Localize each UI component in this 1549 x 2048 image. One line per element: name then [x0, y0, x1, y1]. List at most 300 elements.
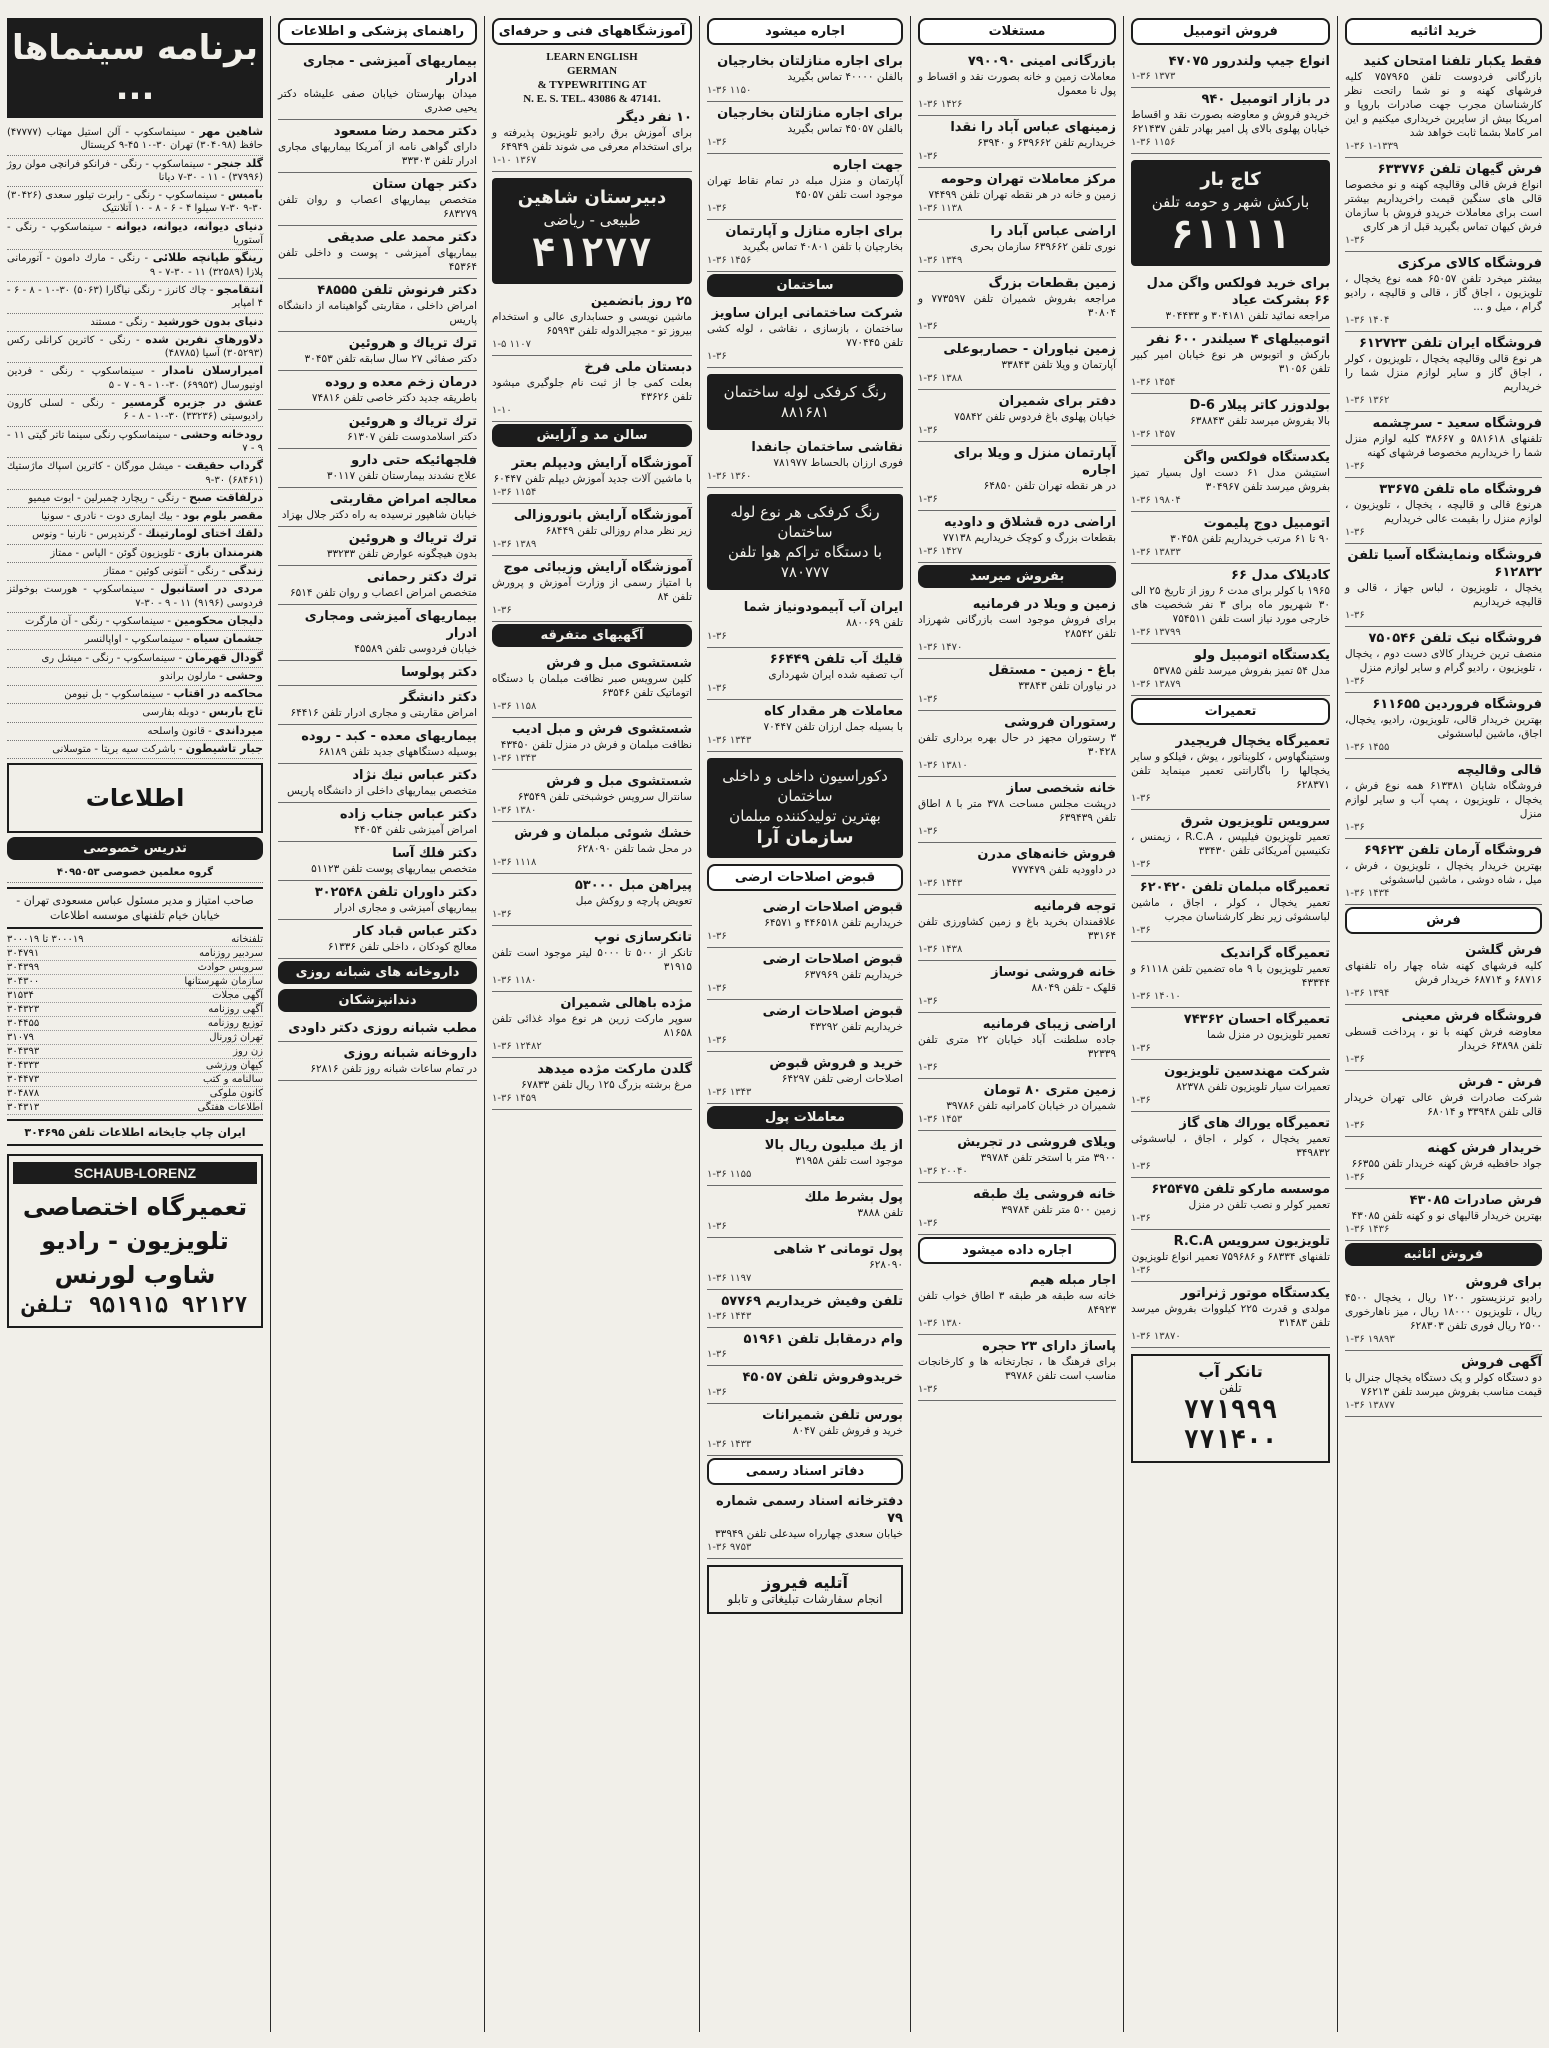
- ad-code: ۱-۳۶ ۱۴۰۴: [1345, 315, 1390, 326]
- phone-directory-row: [7, 1087, 263, 1101]
- phone-directory-row: [7, 1059, 263, 1073]
- film-details: رنگی - لسلی کارون رادیوسیتی (۳۳۲۳۶) ۳۰-۱۰ - ۸ - ۶: [7, 398, 263, 423]
- ad-title: درمان زخم معده و روده: [325, 375, 477, 390]
- ad-title: بیماریهای آمیزشی - مجاری ادرار: [302, 54, 477, 86]
- classified-ad: [1345, 839, 1542, 905]
- ad-code: ۱-۳۶: [707, 203, 727, 214]
- department-phone: ۳۱۰۷۹: [7, 1031, 34, 1043]
- ad-title: شرکت مهندسین تلویزیون: [1164, 1064, 1330, 1079]
- ad-box-compressor: [707, 494, 903, 590]
- ad-body: برای آموزش برق رادیو تلویزیون پذیرفته و برای استخدام معرفی می شوند تلفن ۶۴۹۴۹: [492, 127, 692, 153]
- ad-code: ۱-۳۶ ۱۴۵۶: [707, 255, 752, 266]
- box-subtitle: طبیعی - ریاضی: [543, 211, 641, 229]
- ad-body: علاقمندان بخرید باغ و زمین کشاورزی تلفن ۳۳۱۶۴: [918, 916, 1116, 942]
- ad-code: ۱-۳۶ ۱۴۵۷: [1131, 429, 1176, 440]
- ad-body: متخصص بیماریهای اعصاب و روان تلفن ۶۸۳۲۷۹: [278, 194, 477, 220]
- classified-ad: [278, 566, 477, 605]
- ad-title: موسسه مارکو تلفن ۶۲۵۴۷۵: [1151, 1182, 1330, 1197]
- ad-body: فوری ارزان بالحساط ۷۸۱۹۷۷: [773, 457, 903, 469]
- ad-title: یکدستگاه موتور ژنراتور: [1180, 1286, 1330, 1301]
- ad-body: امراض مقاربتی و مجاری ادرار تلفن ۶۴۴۱۶: [290, 707, 477, 719]
- ad-title: آپارتمان منزل و ویلا برای اجاره: [953, 446, 1116, 478]
- ad-code: ۱-۳۶: [707, 631, 727, 642]
- ad-title: تلفن وفیش خریداریم ۵۷۷۶۹: [721, 1294, 903, 1309]
- ad-body: علاج نشدند بیمارستان تلفن ۳۰۱۱۷: [326, 470, 477, 482]
- cinema-listing: عشق در جزیره گرمسیر - رنگی - لسلی کارون رادیوسیتی (۳۳۲۳۶) ۳۰-۱۰ - ۸ - ۶: [7, 395, 263, 427]
- ad-code: ۱-۳۶ ۱۱۹۷: [707, 1273, 752, 1284]
- ad-title: توجه فرمانیه: [1033, 899, 1116, 914]
- film-details: سینماسکوپ - رنگی - آن مارگرت: [24, 615, 165, 627]
- ad-title: فروش خانه‌های مدرن: [977, 847, 1116, 862]
- ad-title: فروشگاه کالای مرکزی: [1397, 256, 1542, 271]
- cinema-listing: دلیجان محکومین - سینماسکوپ - رنگی - آن مارگرت: [7, 613, 263, 631]
- cinema-listing: تاج باربس - دوبله بفارسی: [7, 704, 263, 722]
- section-header: معاملات پول: [707, 1106, 903, 1129]
- classified-ad: [918, 1079, 1116, 1131]
- ad-body: تعمیرات سیار تلویزیون تلفن ۸۲۳۷۸: [1176, 1081, 1330, 1093]
- section-header: بفروش میرسد: [918, 565, 1116, 588]
- film-title: دنیای بدون خورشید: [157, 314, 263, 328]
- ad-body: شمیران در خیابان کامرانیه تلفن ۳۹۷۸۶: [946, 1100, 1116, 1112]
- ad-code: ۱-۳۶: [1131, 1161, 1151, 1172]
- classified-ad: [707, 1328, 903, 1366]
- ad-title: خریدوفروش تلفن ۴۵۰۵۷: [742, 1370, 903, 1385]
- section-header: دندانپزشکان: [278, 989, 477, 1012]
- film-details: تلویزیون گوئن - الیاس - ممتاز: [50, 547, 175, 559]
- department-label: کانون ملوکی: [209, 1087, 263, 1099]
- classified-ad: [707, 436, 903, 488]
- ad-title: فرش - فرش: [1458, 1075, 1542, 1090]
- classified-ad: [492, 504, 692, 556]
- ad-body: بهترین خریدار قالی، تلویزیون، رادیو، یخچال، اجاق، ماشین لباسشوئی: [1345, 714, 1542, 740]
- ad-body: میدان بهارستان خیابان صفی علیشاه دکتر یحیی صدری: [278, 88, 477, 114]
- film-details: سینماسکوپ - رنگی - آستوریا: [7, 221, 263, 247]
- classified-ad: [918, 777, 1116, 843]
- section-header: راهنمای پزشکی و اطلاعات: [278, 18, 477, 45]
- box-phone: ۶۱۱۱۱: [1170, 212, 1291, 258]
- ad-body: نظافت مبلمان و فرش در منزل تلفن ۴۳۴۵۰: [500, 739, 692, 751]
- classified-ad: [1345, 1137, 1542, 1189]
- ad-title: زمین نیاوران - حصاربوعلی: [943, 342, 1116, 357]
- ad-code: ۱-۳۶ ۱۱۳۸: [918, 203, 963, 214]
- ad-title: ۱۰ نفر دیگر: [617, 110, 692, 125]
- classified-ad: [918, 272, 1116, 338]
- classified-ad: [1345, 1351, 1542, 1417]
- classified-ad: [1345, 50, 1542, 158]
- ad-body: باطریقه جدید دکتر خاصی تلفن ۷۴۸۱۶: [311, 392, 477, 404]
- ad-title: آموزشگاه آرایش بانوروزالی: [513, 508, 692, 523]
- ad-title: دبستان ملی فرخ: [584, 360, 692, 375]
- phone-directory-row: [7, 1073, 263, 1087]
- ad-body: نوری تلفن ۶۳۹۶۶۲ سازمان بحری: [970, 241, 1116, 253]
- ad-body: در هر نقطه تهران تلفن ۶۴۸۵۰: [983, 480, 1116, 492]
- classified-ad: [492, 356, 692, 422]
- ad-code: ۱-۳۶ ۱۳۴۳: [707, 1087, 752, 1098]
- ad-body: خیابان شاهپور نرسیده به راه دکتر جلال بهزاد: [281, 509, 477, 521]
- classified-ad: [707, 1290, 903, 1328]
- ad-title: تعمیرگاه یخچال فریجیدر: [1175, 734, 1330, 749]
- ad-title: دفتر برای شمیران: [998, 394, 1116, 409]
- ad-code: ۱-۳۶ ۱۴۴۳: [707, 1311, 752, 1322]
- classified-ad: [278, 226, 477, 279]
- cinema-listing: امیرارسلان نامدار - سینماسکوپ - رنگی - فردین اونیورسال (۶۹۹۵۳) ۳۰-۱۰ - ۹ - ۷ - ۵: [7, 363, 263, 395]
- ad-code: ۱-۳۶: [918, 826, 938, 837]
- phone-directory-row: [7, 975, 263, 989]
- ad-body: دکتر صفائی ۲۷ سال سابقه تلفن ۳۰۴۵۳: [304, 353, 477, 365]
- classified-ad: [278, 371, 477, 410]
- ad-title: دکتر فرنوش تلفن ۴۸۵۵۵: [317, 283, 477, 298]
- ad-body: بازرگانی فردوست تلفن ۷۵۷۹۶۵ کلیه فرشهای کهنه و نو شما راتحت نظر کارشناسان مجرب جهت صادرات باروپا و امریکا بیش از سایرین خریداری میکنیم و این امر کاملا بشما ثابت خواهد شد: [1345, 71, 1542, 139]
- section-header: داروخانه های شبانه روزی: [278, 961, 477, 984]
- film-details: دوبله بفارسی: [142, 707, 199, 719]
- ad-title: وام درمقابل تلفن ۵۱۹۶۱: [743, 1332, 903, 1347]
- ad-title: فرش گلشن: [1465, 943, 1542, 958]
- ad-code: ۱-۳۶ ۱۳۷۳: [1131, 71, 1176, 82]
- classified-ad: [1345, 693, 1542, 759]
- ad-code: ۱-۳۶: [1345, 235, 1365, 246]
- ad-title: خانه فروشی یك طبقه: [973, 1187, 1116, 1202]
- ad-code: ۱-۳۶: [918, 425, 938, 436]
- classified-ad: [1131, 1230, 1330, 1282]
- ad-body: معالج کودکان ، داخلی تلفن ۶۱۳۳۶: [327, 941, 477, 953]
- ad-code: ۱-۳۶: [1345, 461, 1365, 472]
- ad-code: ۱-۱۰ ۱۳۶۷: [492, 155, 537, 166]
- ad-title: فروشگاه ونمایشگاه آسیا تلفن ۶۱۲۸۳۲: [1347, 548, 1542, 580]
- ad-title: گلدن مارکت مژده میدهد: [537, 1062, 692, 1077]
- classified-ad: [278, 725, 477, 764]
- section-header: فروش اتومبیل: [1131, 18, 1330, 45]
- classified-ad: [918, 1335, 1116, 1401]
- classified-ad: [918, 593, 1116, 659]
- classified-ad: [707, 648, 903, 700]
- classified-ad: [1345, 1005, 1542, 1071]
- frame-phone: ۷۷۱۹۹۹ ۷۷۱۴۰۰: [1183, 1395, 1278, 1455]
- ad-body: خیابان پهلوی باغ فردوس تلفن ۷۵۸۴۲: [954, 411, 1116, 423]
- classified-ad: [707, 1238, 903, 1290]
- classified-ad: [492, 770, 692, 822]
- phone-directory-row: [7, 1045, 263, 1059]
- classified-ad: [918, 1269, 1116, 1335]
- cinema-listing: شاهین مهر - سینماسکوپ - آلن استیل مهتاب (۴۷۷۷۷) حافظ (۳۰۴۰۹۸) تهران ۳۰-۱۰ ۴۵-۹ کریستال: [7, 124, 263, 156]
- film-details: گرندپرس - نارنیا - ونوس: [32, 529, 136, 541]
- film-details: سینماسکوپ - رنگی - فردین اونیورسال (۶۹۹۵۳) ۳۰-۱۰ - ۹ - ۷ - ۵: [7, 366, 263, 391]
- frame-subtitle: انجام سفارشات تبلیغاتی و تابلو: [727, 1592, 883, 1606]
- ad-title: داروخانه شبانه روزی: [343, 1046, 477, 1061]
- classified-ad: [1345, 939, 1542, 1005]
- classified-ad: [707, 50, 903, 102]
- ad-title: بیماریهای معده - کبد - روده: [301, 729, 477, 744]
- ad-code: ۱-۳۶: [918, 1384, 938, 1395]
- classified-ad: [707, 302, 903, 368]
- ad-title: برای فروش: [1465, 1275, 1542, 1290]
- ad-code: ۱-۳۶ ۱۴۳۴: [1345, 888, 1390, 899]
- cinema-listing: مقصر بلوم بود - بیك ایماری دوت - نادری - سونیا: [7, 508, 263, 526]
- ad-body: بالا بفروش میرسد تلفن ۶۳۸۸۴۳: [1190, 415, 1330, 427]
- department-phone: ۳۰۴۴۵۵: [7, 1017, 40, 1029]
- ad-code: ۱-۳۶: [918, 494, 938, 505]
- ad-code: ۱-۳۶: [707, 931, 727, 942]
- department-label: سردبیر روزنامه: [199, 947, 263, 959]
- ad-title: خشك شوئی مبلمان و فرش: [514, 826, 692, 841]
- ad-code: ۱-۳۶: [1131, 1043, 1151, 1054]
- cinema-listing: رودخانه وحشی - سینماسکوپ رنگی سینما تاتر گیتی ۱۱ - ۹ - ۷: [7, 427, 263, 459]
- ad-title: دکتر دانشگر: [399, 690, 477, 705]
- ad-title: فقط یکبار تلفنا امتحان کنید: [1363, 54, 1542, 69]
- classified-ad: [1131, 1282, 1330, 1348]
- ad-code: ۱-۳۶: [707, 1349, 727, 1360]
- film-title: مردی در استانبول: [160, 582, 263, 596]
- ad-frame-atelier: [707, 1565, 903, 1614]
- classified-ad: [278, 803, 477, 842]
- ad-code: ۱-۳۶ ۱۱۵۸: [492, 701, 537, 712]
- ad-title: فروشگاه ماه تلفن ۳۳۶۷۵: [1379, 482, 1542, 497]
- ad-code: ۱-۳۶ ۱-۱۳۳۹: [1345, 141, 1399, 152]
- column-furniture: [1337, 16, 1549, 2032]
- department-label: توزیع روزنامه: [207, 1017, 263, 1029]
- department-phone: ۳۰۴۳۳۳: [7, 1059, 40, 1071]
- film-details: میشل مورگان - کاترین اسپاك ماژستیك (۶۸۴۶۱) ۳۰-۹: [7, 461, 263, 486]
- ad-code: ۱-۳۶: [1345, 822, 1365, 833]
- ad-body: بوسیله دستگاههای جدید تلفن ۶۸۱۸۹: [318, 746, 477, 758]
- ad-body: خرید و فروش تلفن ۸۰۴۷: [792, 1425, 903, 1437]
- ad-body: بدون هیچگونه عوارض تلفن ۳۳۲۳۳: [326, 548, 477, 560]
- ad-title: شستشوی مبل و فرش: [546, 656, 692, 671]
- classified-ad: [278, 410, 477, 449]
- ad-code: ۱-۳۶ ۱۳۸۷۹: [1131, 679, 1181, 690]
- department-phone: ۳۰۴۸۷۸: [7, 1087, 40, 1099]
- department-label: اطلاعات هفتگی: [197, 1101, 263, 1113]
- film-title: امیرارسلان نامدار: [162, 364, 263, 378]
- ad-title: بورس تلفن شمیرانات: [762, 1408, 903, 1423]
- ad-title: خانه فروشی نوساز: [991, 965, 1116, 980]
- ad-body: آپارتمان و منزل مبله در تمام نقاط تهران موجود است تلفن ۴۵۰۵۷: [707, 175, 903, 201]
- ad-body: تعمیر تلویزیون در منزل شما: [1207, 1029, 1330, 1041]
- classified-ad: [918, 961, 1116, 1013]
- ad-body: زمین ۵۰۰ متر تلفن ۳۹۷۸۴: [1001, 1204, 1116, 1216]
- ad-title: معالجه امراض مقاربتی: [329, 492, 477, 507]
- ad-title: دکتر محمد رضا مسعود: [333, 124, 477, 139]
- ad-code: ۱-۳۶: [707, 1035, 727, 1046]
- box-title: دبیرستان شاهین: [517, 187, 667, 208]
- ad-code: ۱-۳۶: [1345, 1120, 1365, 1131]
- section-header: آموزشگاههای فنی و حرفه‌ای: [492, 18, 692, 45]
- cinema-listing: دلاورهای نفرین شده - رنگی - کاترین کرانلی رکس (۳۰۵۲۹۳) آسیا (۴۸۷۸۵): [7, 332, 263, 364]
- ad-body: برای فروش موجود است بازرگانی شهرزاد تلفن ۲۸۵۴۲: [918, 614, 1116, 640]
- ad-title: فروشگاه فروردین ۶۱۱۶۵۵: [1372, 697, 1542, 712]
- classified-ad: [1345, 627, 1542, 693]
- ad-body: جواد حافظیه فرش کهنه خریدار تلفن ۶۶۳۵۵: [1351, 1158, 1542, 1170]
- ad-code: ۱-۳۶ ۱۴۳۸: [918, 944, 963, 955]
- ad-code: ۱-۱۰: [492, 405, 512, 416]
- ad-title: تعمیرگاه گراندیک: [1220, 946, 1330, 961]
- ad-code: ۱-۳۶ ۱۳۸۱۰: [918, 760, 968, 771]
- section-header: خرید اثاثیه: [1345, 18, 1542, 45]
- ad-code: ۱-۳۶: [1131, 925, 1151, 936]
- ad-body: دو دستگاه کولر و یک دستگاه یخچال جنرال با قیمت مناسب بفروش میرسد تلفن ۷۶۲۱۳: [1345, 1372, 1542, 1398]
- ad-body: خریداریم تلفن ۴۳۲۹۲: [809, 1021, 903, 1033]
- classified-ad: [707, 1404, 903, 1456]
- film-title: هنرمندان بازی: [184, 545, 263, 559]
- cinema-listing: گرداب حقیقت - میشل مورگان - کاترین اسپاك ماژستیك (۶۸۴۶۱) ۳۰-۹: [7, 458, 263, 490]
- ad-body: امراض داخلی ، مقاربتی گواهینامه از دانشگاه پاریس: [278, 300, 477, 326]
- ettelaat-logo: اطلاعات: [7, 763, 263, 833]
- ad-body: فروشگاه شایان ۶۱۳۳۸۱ همه نوع فرش ، یخچال ، تلویزیون ، پمپ آب و سایر لوازم منزل: [1345, 780, 1543, 820]
- ad-title: قبوض اصلاحات ارضی: [762, 900, 903, 915]
- ad-code: ۱-۳۶ ۱۴۰۱۰: [1131, 991, 1181, 1002]
- ad-code: ۱-۳۶: [707, 683, 727, 694]
- printer-info: ایران چاپ جایخانه اطلاعات تلفن ۳۰۴۶۹۵: [7, 1119, 263, 1146]
- ad-code: ۱-۳۶ ۱۴۳۳: [707, 1439, 752, 1450]
- ad-body: استیشن مدل ۶۱ دست اول بسیار تمیز بفروش میرسد تلفن ۳۰۴۹۶۷: [1131, 467, 1331, 493]
- ad-title: آگهی فروش: [1461, 1355, 1542, 1370]
- classified-ad: [1131, 1060, 1330, 1112]
- ad-title: شرکت ساختمانی ایران ساویز: [711, 306, 903, 321]
- classified-ad: [1345, 1189, 1542, 1241]
- ad-title: مژده باهالی شمیران: [560, 996, 692, 1011]
- film-details: بیك ایماری دوت - نادری - سونیا: [41, 511, 173, 523]
- film-details: رنگی - مستند: [90, 316, 148, 328]
- ad-body: تعمیر تلویزیون فیلیپس ، R.C.A ، زیمنس ، تکنیسین آمریکائی تلفن ۳۳۴۳۰: [1131, 831, 1330, 857]
- film-title: دنیای دیوانه، دیوانه، دیوانه: [115, 219, 263, 233]
- ad-code: ۱-۳۶ ۱۴۵۹: [492, 1093, 537, 1104]
- ad-body: بیماریهای آمیزشی و مجاری ادرار: [334, 902, 477, 914]
- classified-ad: [1131, 272, 1330, 328]
- film-title: جشمان سیاه: [193, 632, 263, 646]
- ad-code: ۱-۳۶ ۱۳۸۷۰: [1131, 1331, 1181, 1342]
- section-header: فروش اثاثیه: [1345, 1243, 1542, 1266]
- phone-directory-row: [7, 947, 263, 961]
- ad-code: ۱-۳۶: [1345, 610, 1365, 621]
- frame-title: آتلیه فیروز: [762, 1573, 848, 1592]
- column-cars: [1123, 16, 1337, 2032]
- ad-title: خرید و فروش قبوض: [769, 1056, 903, 1071]
- classified-ad: [492, 290, 692, 356]
- classified-ad: [1131, 50, 1330, 88]
- ad-code: ۱-۳۶: [1345, 676, 1365, 687]
- classified-ad: [278, 764, 477, 803]
- ad-title: پیراهن مبل ۵۳۰۰۰: [574, 878, 692, 893]
- classified-ad: [278, 279, 477, 332]
- film-details: سینماسکوپ - اواپالنسر: [84, 634, 184, 646]
- ad-body: انواع فرش قالی وقالیچه کهنه و نو مخصوصا قالی های سنگین قیمت راخریداریم بیشتر است برای معاملات خریدو فروش با سازمان فرش کیهان تماس بگیرید قبل از هر کاری: [1345, 179, 1542, 233]
- ad-body: سانترال سرویس خوشبختی تلفن ۶۳۵۴۹: [517, 791, 692, 803]
- ad-code: ۱-۳۶ ۱۹۸۹۳: [1345, 1334, 1395, 1345]
- cinema-listing: گودال قهرمان - سینماسکوپ - رنگی - میشل ری: [7, 650, 263, 668]
- classified-ad: [918, 1183, 1116, 1235]
- cinema-listing: انتقامجو - چاك کانرز - رنگی نیاگارا (۵۰۶۳) ۳۰-۱۰ - ۸ - ۶ - ۴ امپایر: [7, 282, 263, 314]
- classified-ad: [707, 896, 903, 948]
- ad-code: ۱-۳۶: [707, 1387, 727, 1398]
- ad-title: در بازار اتومبیل ۹۴۰: [1201, 92, 1330, 107]
- classified-ad: [278, 920, 477, 959]
- ad-code: ۱-۳۶: [707, 983, 727, 994]
- ad-title: ترك تریاك و هروئین: [348, 336, 477, 351]
- frame-subtitle: تلفن: [1219, 1381, 1242, 1395]
- section-header: قبوض اصلاحات ارضی: [707, 864, 903, 891]
- ad-title: تعمیرگاه یوراك های گاز: [1179, 1116, 1330, 1131]
- classified-ad: [278, 686, 477, 725]
- ad-code: ۱-۳۶ ۱۱۵۴: [492, 487, 537, 498]
- ad-body: قلهک - تلفن ۸۸۰۴۹: [1031, 982, 1116, 994]
- ad-code: ۱-۳۶: [1345, 527, 1365, 538]
- ad-title: بولدوزر کاتر پیلار D-6: [1189, 398, 1330, 413]
- phone-directory-row: [7, 1017, 263, 1031]
- ad-body: رادیو ترنزیستور ۱۲۰۰ ریال ، یخچال ۴۵۰۰ ریال ، تلویزیون ۱۸۰۰۰ ریال ، میز ناهارخوری ۲۵۰۰ ریال فوری تلفن ۶۲۸۳۰۳: [1345, 1292, 1542, 1332]
- ad-code: ۱-۳۶ ۱۴۲۷: [918, 546, 963, 557]
- ad-title: بیماریهای آمیزشی ومجاری ادرار: [304, 609, 477, 641]
- column-medical: [270, 16, 484, 2032]
- ad-body: تعمیر کولر و نصب تلفن در منزل: [1188, 1199, 1330, 1211]
- ad-body: ۹۰ تا ۶۱ مرتب خریداریم تلفن ۳۰۴۵۸: [1170, 533, 1330, 545]
- ad-body: در نیاوران تلفن ۳۳۸۴۳: [1018, 680, 1116, 692]
- ad-title: مطب شبانه روزی دکتر داودی: [288, 1021, 477, 1036]
- ad-title: پول بشرط ملك: [804, 1190, 903, 1205]
- ad-title: شستشوی مبل و فرش: [546, 774, 692, 789]
- cinema-listing: گلد جنجر - سینماسکوپ - رنگی - فرانکو فرانچی مولن روژ (۳۷۹۹۶) - ۱۱ - ۳۰-۷ دیانا: [7, 156, 263, 188]
- ad-body: خانه سه طبقه هر طبقه ۳ اطاق خواب تلفن ۸۴۹۲۳: [918, 1290, 1116, 1316]
- ad-title: دکتر محمد علی صدیقی: [327, 230, 477, 245]
- classified-ad: [918, 116, 1116, 168]
- ad-code: ۱-۳۶ ۱۳۴۳: [707, 735, 752, 746]
- classified-ad: [707, 1490, 903, 1559]
- ad-code: ۱-۳۶: [492, 605, 512, 616]
- ad-box-shahin-school: [492, 178, 692, 284]
- ad-body: در تمام ساعات شبانه روز تلفن ۶۲۸۱۶: [310, 1063, 477, 1075]
- classified-ad: [918, 843, 1116, 895]
- classified-ad: [1131, 446, 1330, 512]
- ad-body: هر نوع قالی وقالیچه یخچال ، تلویزیون ، کولر ، اجاق گاز و سایر لوازم منزل شما را خریداریم: [1345, 353, 1542, 393]
- cinema-program-banner: برنامه سینماها ...: [7, 18, 263, 118]
- ad-code: ۱-۳۶ ۱۳۷۹۹: [1131, 627, 1181, 638]
- classified-ad: [1345, 759, 1542, 839]
- ad-title: ترك تریاك و هروئین: [348, 414, 477, 429]
- ad-title: برای اجاره منازلتان بخارجیان: [717, 106, 903, 121]
- column-real-estate: [910, 16, 1123, 2032]
- box-subtitle: بارکش شهر و حومه تلفن: [1151, 193, 1310, 211]
- box-phone: ۴۱۲۷۷: [531, 230, 653, 276]
- classified-ad: [918, 390, 1116, 442]
- classified-ad: [278, 527, 477, 566]
- ad-code: ۱-۳۶: [918, 996, 938, 1007]
- classified-ad: [278, 50, 477, 120]
- ad-title: یکدستگاه فولکس واگن: [1183, 450, 1330, 465]
- classified-ad: [1131, 876, 1330, 942]
- ad-code: ۱-۳۶: [1131, 1213, 1151, 1224]
- ad-title: آموزشگاه آرایش ودیپلم بعتر: [511, 456, 692, 471]
- ad-title: اراضی عباس آباد را: [990, 224, 1116, 239]
- classified-ad: [707, 102, 903, 154]
- film-title: جبار تاشیطون: [185, 741, 263, 755]
- ad-body: خریداریم تلفن ۴۴۶۵۱۸ و ۶۴۵۷۱: [764, 917, 903, 929]
- classified-ad: [492, 822, 692, 874]
- classified-ad: [1131, 394, 1330, 446]
- ad-title: زمینهای عباس آباد را نقدا: [950, 120, 1116, 135]
- ad-code: ۱-۳۶ ۱۲۴۸۲: [492, 1041, 542, 1052]
- classified-ad: [1131, 644, 1330, 696]
- ad-body: وستینگهاوس ، کلویناتور ، یوش ، فیلکو و سایر یخچالها را باگارانتی تعمیر مینماید تلفن ۶۲۸۳۷۱: [1131, 751, 1330, 791]
- ad-title: فروشگاه سعید - سرچشمه: [1372, 416, 1542, 431]
- ad-body: ۱۹۶۵ با کولر برای مدت ۶ روز از تاریخ ۲۵ الی ۳۰ شهریور ماه برای ۳ نفر شخصیت های خارجی مورد نیاز است تلفن ۷۵۴۵۱۱: [1131, 585, 1330, 625]
- ad-title: از یك میلیون ریال بالا: [764, 1138, 903, 1153]
- ad-title: اتومبیل دوج پلیموت: [1203, 516, 1330, 531]
- ad-body: بهترین خریدار قالیهای نو و کهنه تلفن ۴۳۰۸۵: [1351, 1210, 1542, 1222]
- ad-body: سوپر مارکت زرین هر نوع مواد غذائی تلفن ۸۱۶۵۸: [492, 1013, 692, 1039]
- ad-body: تعمیر یخچال ، کولر ، اجاق ، ماشین لباسشوئی زیر نظر کارشناسان مجرب: [1131, 897, 1330, 923]
- ad-code: ۱-۳۶ ۱۴۷۰: [918, 642, 963, 653]
- film-details: مارلون براندو: [160, 670, 216, 682]
- ad-title: تعمیرگاه اختصاصی تلویزیون - رادیو شاوب لورنس: [22, 1192, 248, 1289]
- ad-body: تلفن ۸۸۰۰۶۹: [846, 617, 903, 629]
